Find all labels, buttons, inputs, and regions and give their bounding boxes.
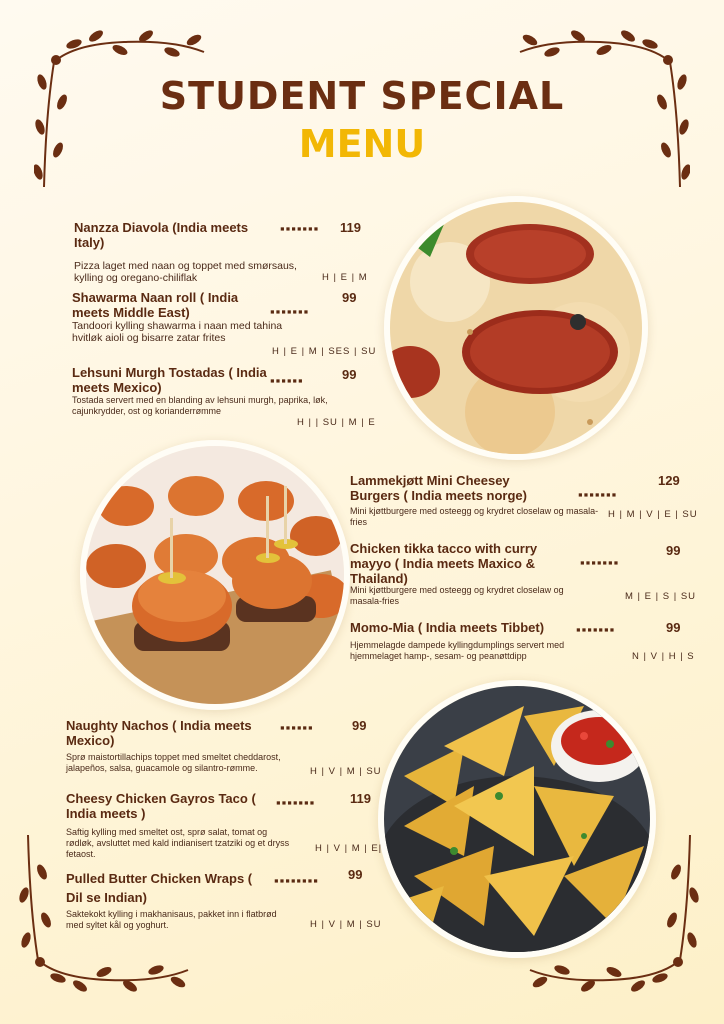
item-dots: ▪▪▪▪▪▪▪ <box>580 555 620 570</box>
menu-subtitle: MENU <box>298 122 426 166</box>
item-allergens: H | V | M | E| <box>315 843 383 854</box>
nachos-photo <box>378 680 656 958</box>
item-name: Lehsuni Murgh Tostadas ( India meets Mexico) <box>72 365 267 395</box>
item-name: Pulled Butter Chicken Wraps ( <box>66 871 253 886</box>
item-description: Hjemmelagde dampede kyllingdumplings servert med hjemmelaget hamp-, sesam- og peanøttdipp <box>350 640 565 661</box>
menu-title: STUDENT SPECIAL <box>159 74 565 118</box>
item-name: Momo-Mia ( India meets Tibbet) <box>350 620 545 635</box>
item-price: 99 <box>348 867 363 882</box>
item-allergens: H | E | M | SES | SU <box>272 346 377 357</box>
item-description: Saktekokt kylling i makhanisaus, pakket inn i flatbrød med syltet kål og yoghurt. <box>66 909 277 930</box>
item-allergens: N | V | H | S <box>632 651 695 662</box>
menu-item <box>72 365 376 430</box>
menu-item <box>74 220 368 284</box>
sliders-photo <box>80 440 350 710</box>
item-price: 119 <box>350 791 371 806</box>
item-allergens: H | M | V | E | SU <box>608 509 698 520</box>
item-name: Nanzza Diavola (India meets Italy) <box>74 220 249 250</box>
item-name: Chicken tikka tacco with curry mayyo ( India meets Maxico & Thailand) <box>350 541 538 586</box>
menu-item <box>66 718 382 786</box>
item-dots: ▪▪▪▪▪▪▪ <box>270 304 310 319</box>
menu-item <box>350 473 698 533</box>
item-description: Tostada servert med en blanding av lehsuni murgh, paprika, løk, cajunkrydder, ost og korianderrømme <box>72 395 328 416</box>
item-allergens: H | | SU | M | E <box>297 417 376 428</box>
item-name: Lammekjøtt Mini Cheesey Burgers ( India meets norge) <box>350 473 527 503</box>
item-allergens: H | V | M | SU <box>310 919 382 930</box>
menu-item <box>66 791 383 863</box>
item-name: Naughty Nachos ( India meets Mexico) <box>66 718 252 748</box>
item-dots: ▪▪▪▪▪▪ <box>280 720 314 735</box>
item-name: Shawarma Naan roll ( India meets Middle East) <box>72 290 239 320</box>
item-dots: ▪▪▪▪▪▪▪▪ <box>274 873 319 888</box>
item-dots: ▪▪▪▪▪▪▪ <box>276 795 316 810</box>
item-price: 129 <box>658 473 680 488</box>
item-name-line2: Dil se Indian) <box>66 890 147 905</box>
item-price: 99 <box>352 718 367 733</box>
item-description: Sprø maistortillachips toppet med smeltet cheddarost, jalapeños, salsa, guacamole og silantro-rømme. <box>66 752 281 773</box>
item-description: Saftig kylling med smeltet ost, sprø salat, tomat og rødløk, avsluttet med kald indianisert tzatziki og et dryss fetaost. <box>66 827 290 859</box>
item-price: 99 <box>342 367 357 382</box>
item-description: Tandoori kylling shawarma i naan med tahina hvitløk aioli og bisarre zatar frites <box>72 320 283 344</box>
item-dots: ▪▪▪▪▪▪▪ <box>576 622 616 637</box>
item-dots: ▪▪▪▪▪▪▪ <box>280 221 320 236</box>
menu-item <box>72 290 377 360</box>
menu-item <box>66 867 382 935</box>
item-description: Mini kjøttburgere med osteegg og krydret closelaw og masala-fries <box>350 506 599 527</box>
item-price: 99 <box>666 620 681 635</box>
item-name: Cheesy Chicken Gayros Taco ( India meets ) <box>66 791 256 821</box>
item-allergens: H | E | M <box>322 272 368 283</box>
item-dots: ▪▪▪▪▪▪▪ <box>578 487 618 502</box>
item-price: 99 <box>666 543 681 558</box>
pizza-photo <box>384 196 648 460</box>
item-description: Pizza laget med naan og toppet med smørsaus, kylling og oregano-chiliflak <box>74 260 297 284</box>
menu-item <box>350 541 697 611</box>
item-price: 99 <box>342 290 357 305</box>
item-allergens: M | E | S | SU <box>625 591 697 602</box>
menu-item <box>350 620 695 670</box>
item-price: 119 <box>340 220 361 235</box>
item-dots: ▪▪▪▪▪▪ <box>270 373 304 388</box>
item-description: Mini kjøttburgere med osteegg og krydret closelaw og masala-fries <box>350 585 564 606</box>
item-allergens: H | V | M | SU <box>310 766 382 777</box>
